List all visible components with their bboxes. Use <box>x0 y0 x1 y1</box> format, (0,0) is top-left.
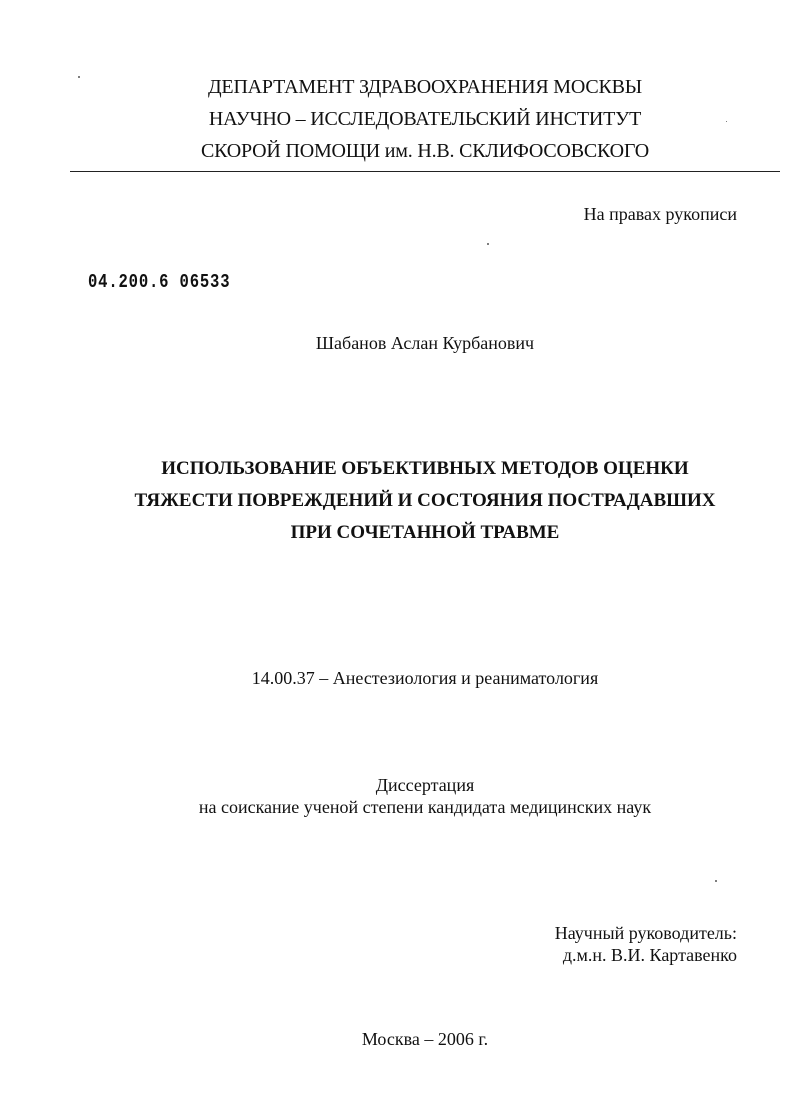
scan-speck <box>715 880 717 882</box>
institution-department: ДЕПАРТАМЕНТ ЗДРАВООХРАНЕНИЯ МОСКВЫ <box>207 76 643 98</box>
scan-speck <box>78 76 80 78</box>
specialty-code: 14.00.37 – Анестезиология и реаниматология <box>251 668 599 688</box>
degree-description: на соискание ученой степени кандидата медицинских наук <box>198 797 652 817</box>
scan-speck <box>726 121 727 122</box>
author-name: Шабанов Аслан Курбанович <box>315 333 535 353</box>
institution-name: НАУЧНО – ИССЛЕДОВАТЕЛЬСКИЙ ИНСТИТУТ <box>208 108 642 130</box>
supervisor-label: Научный руководитель: <box>554 923 737 943</box>
registry-number: 04.200.6 06533 <box>88 271 231 293</box>
scan-speck <box>487 243 489 245</box>
institution-subtitle: СКОРОЙ ПОМОЩИ им. Н.В. СКЛИФОСОВСКОГО <box>200 140 650 162</box>
thesis-title-line-1: ИСПОЛЬЗОВАНИЕ ОБЪЕКТИВНЫХ МЕТОДОВ ОЦЕНКИ <box>161 458 689 479</box>
supervisor-name: д.м.н. В.И. Картавенко <box>562 945 737 965</box>
thesis-title-line-3: ПРИ СОЧЕТАННОЙ ТРАВМЕ <box>290 522 560 543</box>
place-and-year: Москва – 2006 г. <box>361 1029 489 1049</box>
dissertation-label: Диссертация <box>375 775 475 795</box>
thesis-title-line-2: ТЯЖЕСТИ ПОВРЕЖДЕНИЙ И СОСТОЯНИЯ ПОСТРАДАВШИХ <box>134 490 716 511</box>
manuscript-note: На правах рукописи <box>583 204 737 224</box>
header-divider <box>70 171 780 172</box>
